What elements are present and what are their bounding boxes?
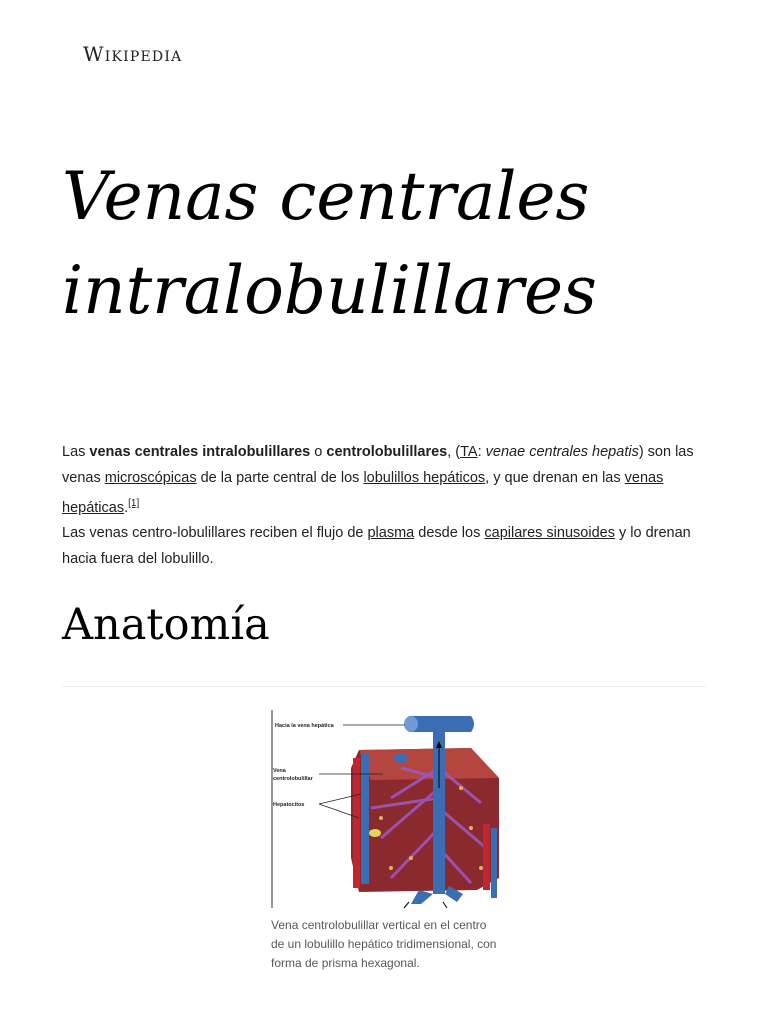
text-run: Las venas centro-lobulillares reciben el flujo de	[62, 525, 368, 542]
text-run: :	[477, 444, 486, 460]
link-lobulillos-hepaticos[interactable]: lobulillos hepáticos	[363, 469, 486, 486]
label-central-vein-2: centrolobulillar	[273, 776, 313, 782]
reference-1[interactable]: [1]	[128, 498, 140, 509]
title-line-2: intralobulillares	[62, 252, 597, 329]
text-run: ) son las venas	[62, 444, 694, 486]
bold-term-1: venas centrales intralobulillares	[89, 444, 311, 460]
label-to-hepatic-vein: Hacia la vena hepática	[275, 723, 334, 729]
label-central-vein-1: Vena	[273, 768, 286, 774]
text-run: , y que drenan en las	[485, 469, 625, 486]
link-microscopicas[interactable]: microscópicas	[104, 469, 197, 486]
lead-paragraph	[62, 440, 712, 572]
label-hepatocytes: Hepatocitos	[273, 802, 305, 808]
text-run: de la parte central de los	[196, 469, 364, 486]
section-divider	[62, 686, 706, 687]
wikipedia-wordmark[interactable]: Wikipedia	[83, 42, 183, 66]
text-run: , (	[447, 444, 461, 460]
text-run: o	[310, 444, 327, 460]
text-run: y lo drenan hacia fuera del lobulillo.	[62, 525, 691, 567]
link-venas-hepaticas[interactable]: venas hepáticas	[62, 469, 664, 516]
figure-caption: Vena centrolobulillar vertical en el centro de un lobulillo hepático tridimensional, con forma de prisma hexagonal.	[271, 918, 497, 970]
liver-lobule-illustration[interactable]	[271, 708, 499, 910]
bold-term-2: centrolobulillares	[326, 444, 448, 460]
latin-term: venae centrales hepatis	[485, 444, 639, 460]
text-run: .	[124, 499, 129, 516]
title-line-1: Venas centrales	[62, 158, 590, 235]
section-heading-anatomia: Anatomía	[62, 600, 270, 650]
figure	[271, 708, 499, 973]
link-ta[interactable]: TA	[460, 444, 478, 460]
page-title	[62, 150, 742, 338]
text-run: desde los	[414, 525, 485, 542]
link-capilares-sinusoides[interactable]: capilares sinusoides	[484, 525, 615, 542]
link-plasma[interactable]: plasma	[367, 525, 415, 542]
text-run: Las	[62, 444, 90, 460]
